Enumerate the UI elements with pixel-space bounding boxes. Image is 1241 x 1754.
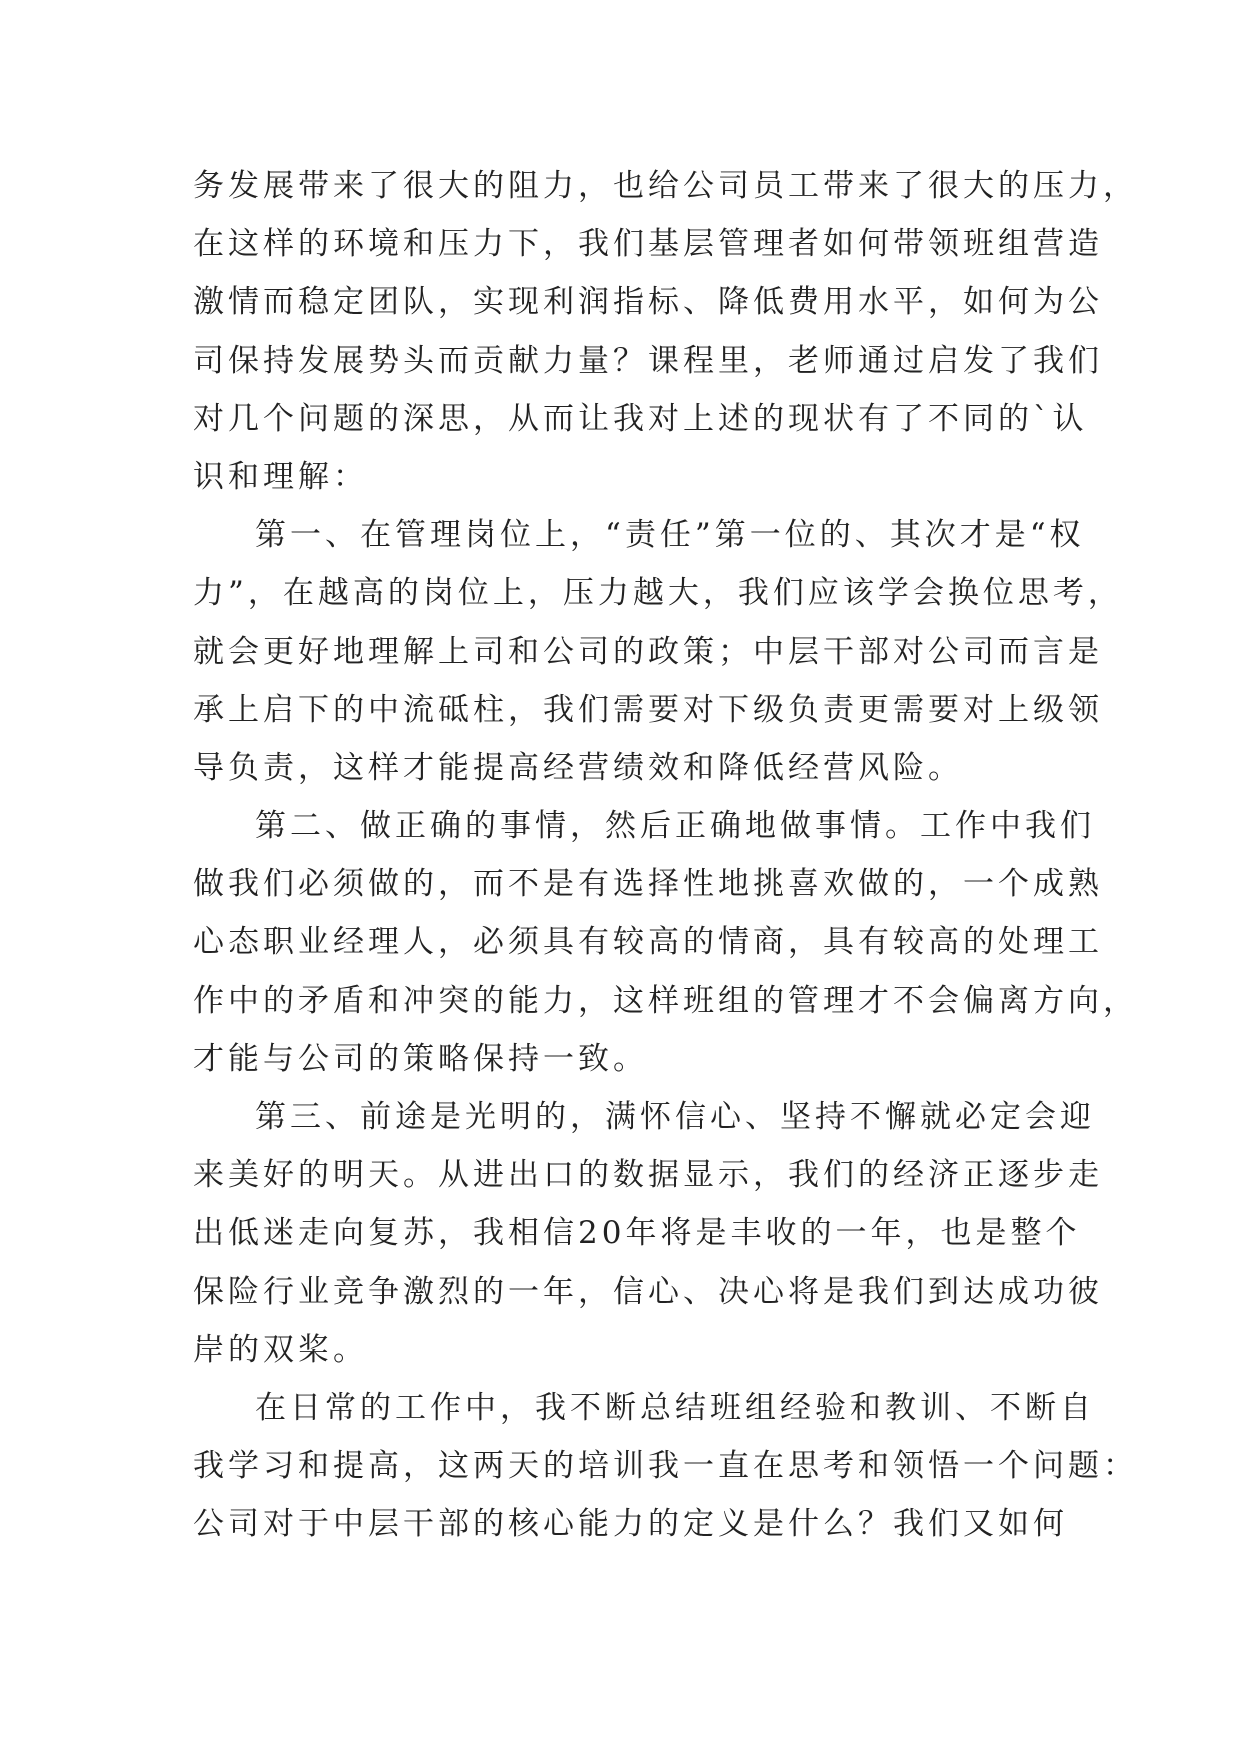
text-line: 岸的双桨。 (193, 1331, 368, 1368)
text-line: 导负责，这样才能提高经营绩效和降低经营风险。 (193, 749, 963, 786)
text-line: 司保持发展势头而贡献力量？课程里，老师通过启发了我们 (193, 342, 1103, 379)
text-line: 心态职业经理人，必须具有较高的情商，具有较高的处理工 (193, 924, 1103, 961)
paragraph-first-line: 第二、做正确的事情，然后正确地做事情。工作中我们 (255, 808, 1095, 845)
paragraph-first-line: 第一、在管理岗位上，“责任”第一位的、其次才是“权 (255, 517, 1085, 554)
paragraph-first-line: 第三、前途是光明的，满怀信心、坚持不懈就必定会迎 (255, 1099, 1095, 1135)
document-body (193, 157, 1138, 1554)
text-line: 力”，在越高的岗位上，压力越大，我们应该学会换位思考， (193, 575, 1123, 612)
text-line: 在这样的环境和压力下，我们基层管理者如何带领班组营造 (193, 226, 1103, 263)
paragraph-first-line: 在日常的工作中，我不断总结班组经验和教训、不断自 (255, 1389, 1095, 1426)
text-line: 识和理解： (193, 458, 368, 495)
text-line: 保险行业竞争激烈的一年，信心、决心将是我们到达成功彼 (193, 1273, 1103, 1310)
text-line: 务发展带来了很大的阻力，也给公司员工带来了很大的压力， (193, 168, 1138, 204)
text-line: 公司对于中层干部的核心能力的定义是什么？我们又如何 (193, 1506, 1068, 1543)
text-line: 才能与公司的策略保持一致。 (193, 1040, 648, 1077)
text-line: 来美好的明天。从进出口的数据显示，我们的经济正逐步走 (193, 1157, 1103, 1194)
text-line: 做我们必须做的，而不是有选择性地挑喜欢做的，一个成熟 (193, 866, 1103, 903)
text-line: 激情而稳定团队，实现利润指标、降低费用水平，如何为公 (193, 284, 1103, 321)
text-line: 对几个问题的深思，从而让我对上述的现状有了不同的`认 (193, 400, 1088, 437)
text-line: 就会更好地理解上司和公司的政策；中层干部对公司而言是 (193, 633, 1103, 670)
text-line: 出低迷走向复苏，我相信20年将是丰收的一年，也是整个 (193, 1215, 1081, 1252)
text-line: 作中的矛盾和冲突的能力，这样班组的管理才不会偏离方向， (193, 982, 1138, 1019)
text-line: 我学习和提高，这两天的培训我一直在思考和领悟一个问题： (193, 1448, 1138, 1485)
text-line: 承上启下的中流砥柱，我们需要对下级负责更需要对上级领 (193, 691, 1103, 728)
